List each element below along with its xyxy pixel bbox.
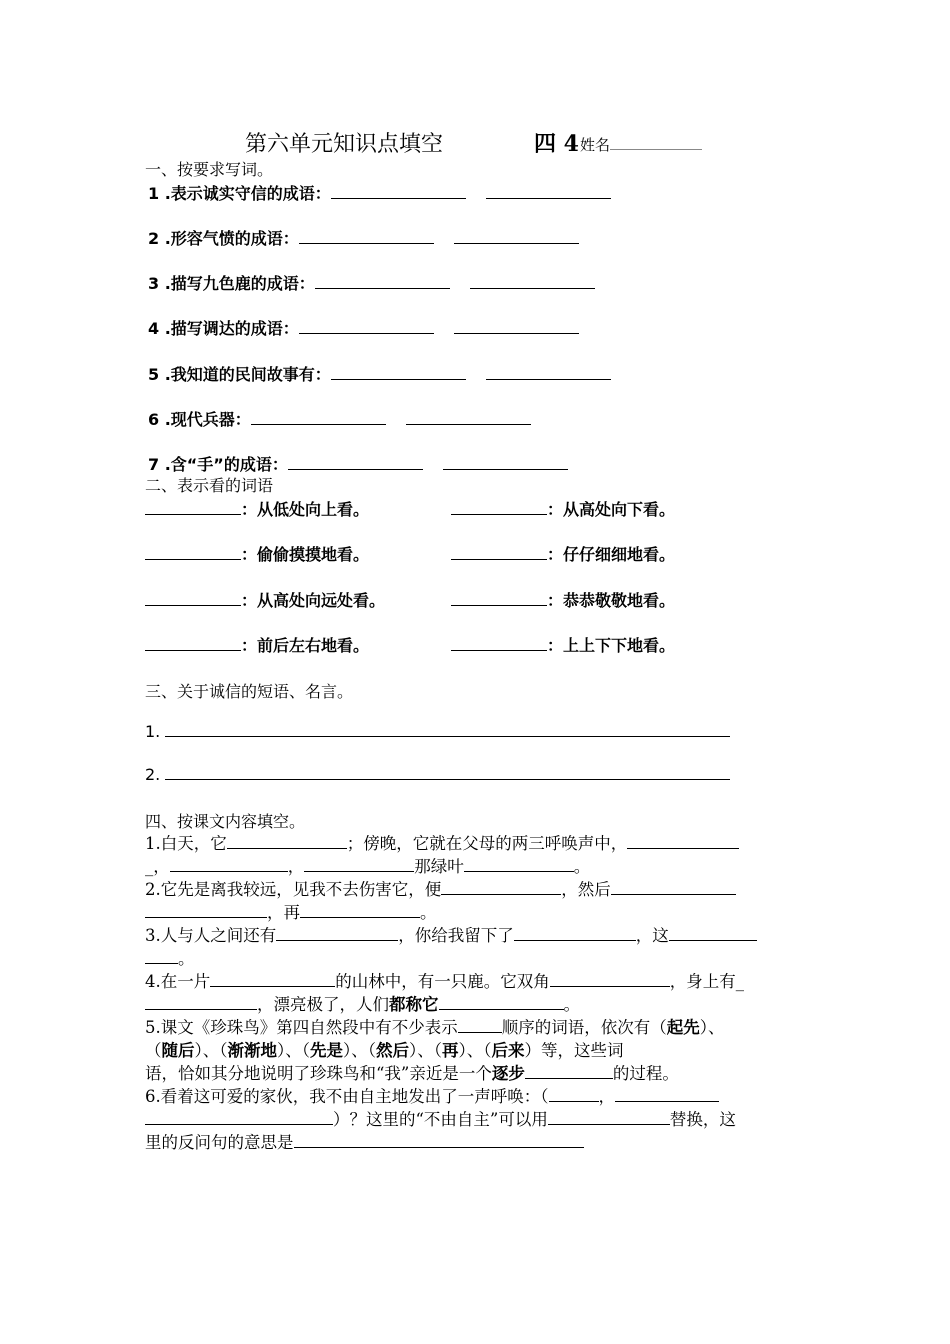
blank[interactable] — [165, 765, 730, 780]
blank[interactable] — [514, 926, 636, 941]
blank[interactable] — [439, 995, 564, 1010]
name-label: 姓名 — [580, 136, 611, 154]
blank[interactable] — [441, 880, 561, 895]
s2-right-2: ：仔仔细细地看。 — [451, 542, 675, 565]
blank[interactable] — [304, 857, 414, 872]
s4-q4-line1: 4.在一片 的山林中，有一只鹿。它双角 ，身上有_ — [145, 972, 744, 991]
blank[interactable] — [145, 545, 241, 560]
blank[interactable] — [145, 949, 178, 964]
blank[interactable] — [451, 545, 547, 560]
s4-q3-line1: 3.人与人之间还有 ，你给我留下了 ，这 — [145, 922, 757, 946]
blank[interactable] — [669, 926, 757, 941]
s4-q5-line3: 语，恰如其分地说明了珍珠鸟和“我”亲近是一个逐步 的过程。 — [145, 1064, 679, 1083]
s3-line-1: 1. — [145, 722, 730, 741]
s1-item-5: 5 .我知道的民间故事有： — [148, 362, 611, 385]
s4-q5-line1: 5.课文《珍珠鸟》第四自然段中有不少表示 顺序的词语，依次有（起先）、 — [145, 1018, 725, 1037]
blank[interactable] — [451, 591, 547, 606]
blank[interactable] — [550, 972, 670, 987]
s1-item-4: 4 .描写调达的成语： — [148, 316, 579, 339]
blank[interactable] — [276, 926, 398, 941]
s3-line-2: 2. — [145, 765, 730, 784]
blank[interactable] — [145, 636, 241, 651]
s2-left-2: ：偷偷摸摸地看。 — [145, 542, 369, 565]
blank[interactable] — [406, 410, 531, 425]
blank[interactable] — [294, 1133, 584, 1148]
blank[interactable] — [331, 184, 466, 199]
page-title: 第六单元知识点填空 — [245, 132, 444, 157]
s4-q6-line2: ）？这里的“不由自主”可以用 替换，这 — [145, 1106, 736, 1130]
section-1-heading: 一、按要求写词。 — [145, 160, 274, 179]
s4-q6-line3: 里的反问句的意思是 — [145, 1129, 584, 1153]
blank[interactable] — [486, 184, 611, 199]
blank[interactable] — [210, 972, 335, 987]
s4-q1-line1: 1.白天，它 ；傍晚，它就在父母的两三呼唤声中， — [145, 830, 739, 854]
blank[interactable] — [300, 903, 420, 918]
blank[interactable] — [454, 319, 579, 334]
section-4-heading: 四、按课文内容填空。 — [145, 812, 306, 831]
blank[interactable] — [299, 229, 434, 244]
s2-left-4: ：前后左右地看。 — [145, 633, 369, 656]
blank[interactable] — [227, 834, 347, 849]
blank[interactable] — [145, 995, 257, 1010]
s1-item-1: 1 .表示诚实守信的成语： — [148, 181, 611, 204]
s2-right-3: ：恭恭敬敬地看。 — [451, 588, 675, 611]
blank[interactable] — [299, 319, 434, 334]
blank[interactable] — [451, 500, 547, 515]
section-2-heading: 二、表示看的词语 — [145, 476, 274, 495]
s4-q5-line2: （随后）、（渐渐地）、（先是）、（然后）、（再）、（后来）等，这些词 — [145, 1041, 624, 1060]
blank[interactable] — [145, 903, 267, 918]
blank[interactable] — [454, 229, 579, 244]
s2-right-4: ：上上下下地看。 — [451, 633, 675, 656]
blank[interactable] — [288, 455, 423, 470]
s4-q2-line1: 2.它先是离我较远，见我不去伤害它，便 ，然后 — [145, 876, 736, 900]
s4-q2-line2: ，再 。 — [145, 899, 437, 923]
blank[interactable] — [315, 274, 450, 289]
blank[interactable] — [627, 834, 739, 849]
blank[interactable] — [145, 500, 241, 515]
s4-q1-line2: _， ， 那绿叶 。 — [145, 857, 591, 876]
s4-q6-line1: 6.看着这可爱的家伙，我不由自主地发出了一声呼唤：（ ， — [145, 1083, 719, 1107]
blank[interactable] — [165, 722, 730, 737]
blank[interactable] — [451, 636, 547, 651]
blank[interactable] — [443, 455, 568, 470]
blank[interactable] — [486, 365, 611, 380]
s1-item-2: 2 .形容气愤的成语： — [148, 226, 579, 249]
blank[interactable] — [548, 1110, 670, 1125]
blank[interactable] — [331, 365, 466, 380]
blank[interactable] — [145, 1110, 333, 1125]
blank[interactable] — [251, 410, 386, 425]
s4-q3-line2: 。 — [145, 945, 195, 969]
blank[interactable] — [470, 274, 595, 289]
blank[interactable] — [611, 880, 736, 895]
name-field[interactable] — [580, 134, 702, 155]
blank[interactable] — [549, 1087, 599, 1102]
blank[interactable] — [458, 1018, 502, 1033]
blank[interactable] — [464, 857, 574, 872]
s2-left-1: ：从低处向上看。 — [145, 497, 369, 520]
s2-right-1: ：从高处向下看。 — [451, 497, 675, 520]
s1-item-7: 7 .含“手”的成语： — [148, 452, 568, 475]
name-blank[interactable] — [610, 135, 702, 150]
s2-left-3: ：从高处向远处看。 — [145, 588, 385, 611]
s1-item-6: 6 .现代兵器： — [148, 407, 531, 430]
s4-q4-line2: ，漂亮极了，人们都称它 。 — [145, 991, 580, 1015]
blank[interactable] — [145, 591, 241, 606]
grade-class: 四 4 — [534, 131, 579, 157]
blank[interactable] — [525, 1064, 613, 1079]
blank[interactable] — [615, 1087, 719, 1102]
s1-item-3: 3 .描写九色鹿的成语： — [148, 271, 595, 294]
blank[interactable] — [170, 857, 288, 872]
section-3-heading: 三、关于诚信的短语、名言。 — [145, 682, 354, 701]
